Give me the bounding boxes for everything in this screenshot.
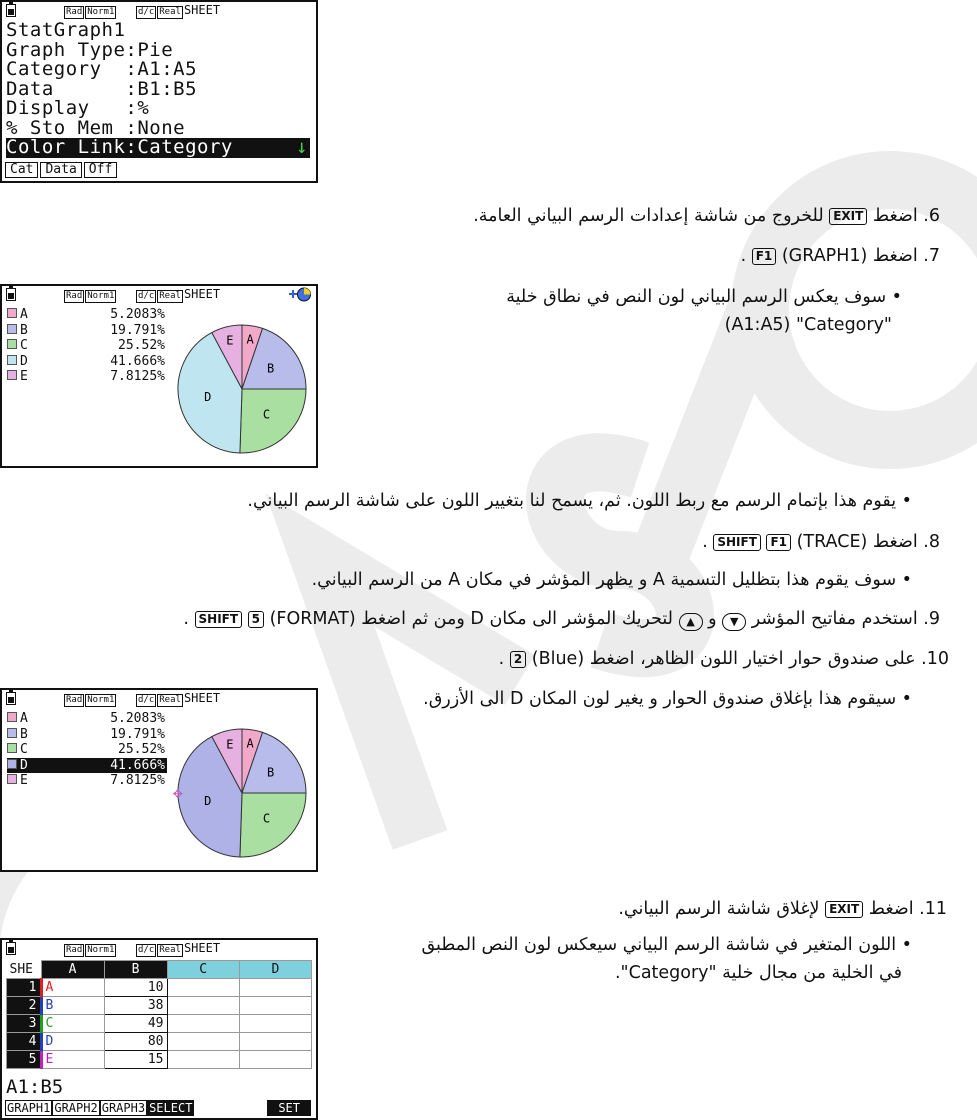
f1-key: F1 <box>752 248 777 265</box>
row-number[interactable]: 2 <box>7 997 42 1015</box>
settings-line: Display :% <box>6 97 150 119</box>
arrow-down-icon: ↓ <box>296 136 308 158</box>
legend-item <box>7 354 167 370</box>
cell-empty[interactable] <box>167 979 239 997</box>
cell-empty[interactable] <box>239 1015 311 1033</box>
settings-line: Graph Type:Pie <box>6 38 174 61</box>
fkey-set[interactable]: SET <box>267 1100 311 1116</box>
settings-line: StatGraph1 <box>6 19 126 41</box>
table-row <box>7 997 312 1015</box>
legend-swatch <box>7 355 17 365</box>
table-row <box>7 1015 312 1033</box>
pie-slice-label: E <box>226 737 234 752</box>
legend-swatch <box>7 308 17 318</box>
cursor-down-icon: ▼ <box>722 613 746 631</box>
legend-swatch <box>7 743 17 753</box>
cell-empty[interactable] <box>239 997 311 1015</box>
legend-swatch <box>7 759 17 769</box>
legend-label: E <box>20 773 28 788</box>
table-row <box>7 1051 312 1069</box>
function-key-bar <box>5 1100 196 1116</box>
legend-label: B <box>20 322 28 338</box>
calc-screen-statgraph-settings <box>0 0 318 183</box>
pie-slice-label: D <box>204 793 212 808</box>
legend-item <box>7 773 167 789</box>
pie-chart <box>172 322 312 462</box>
legend-swatch <box>7 324 17 334</box>
legend-item <box>7 727 167 743</box>
key-5: 5 <box>248 611 264 628</box>
row-number[interactable]: 4 <box>7 1033 42 1051</box>
legend-value: 5.2083% <box>110 307 165 322</box>
legend-label: C <box>20 742 28 757</box>
selected-range: A1:B5 <box>6 1076 64 1098</box>
step-11: 11. اضغط EXIT لإغلاق شاشة الرسم البياني. <box>618 899 947 919</box>
battery-icon <box>6 4 16 17</box>
header-row <box>7 961 312 979</box>
bullet-3: • سوف يقوم هذا بتظليل التسمية A و يظهر المؤشر في مكان A من الرسم البياني. <box>311 570 912 590</box>
cell-category[interactable]: B <box>41 997 104 1015</box>
pie-slice-label: E <box>226 333 234 348</box>
cursor-up-icon: ▲ <box>679 613 703 631</box>
step-6: 6. اضغط EXIT للخروج من شاشة إعدادات الرسم البياني العامة. <box>473 206 940 226</box>
step-8: 8. اضغط (TRACE) F1 SHIFT . <box>702 532 940 552</box>
cell-empty[interactable] <box>239 1033 311 1051</box>
pie-slice <box>240 793 306 857</box>
cell-empty[interactable] <box>167 997 239 1015</box>
key-2: 2 <box>510 651 526 668</box>
cell-category[interactable]: E <box>41 1051 104 1069</box>
sheet-name: SHE <box>9 961 33 977</box>
legend-value: 19.791% <box>110 726 165 742</box>
pie-slice-label: A <box>246 332 254 347</box>
cell-empty[interactable] <box>167 1015 239 1033</box>
step-10: 10. على صندوق حوار اختيار اللون الظاهر، اضغط (Blue) 2 . <box>498 649 949 669</box>
fkey-graph1[interactable]: GRAPH1 <box>7 1101 51 1115</box>
legend-value: 41.666% <box>110 353 165 369</box>
legend-label: C <box>20 338 28 353</box>
cell-empty[interactable] <box>167 1033 239 1051</box>
spreadsheet-grid <box>6 960 312 1069</box>
status-bar: Rad Norm1 d/c Real SHEET <box>2 690 316 707</box>
settings-line-selected[interactable]: Color Link:Category ↓ <box>6 136 308 158</box>
fkey-data[interactable]: Data <box>40 162 81 178</box>
cell-empty[interactable] <box>167 1051 239 1069</box>
bullet-4: • سيقوم هذا بإغلاق صندوق الحوار و يغير لون المكان D الى الأزرق. <box>423 689 912 709</box>
legend-label: D <box>20 353 28 369</box>
legend-value: 25.52% <box>118 338 165 353</box>
settings-line: Data :B1:B5 <box>6 77 198 100</box>
cell-data[interactable]: 80 <box>104 1033 167 1051</box>
column-header[interactable]: D <box>239 961 311 979</box>
legend-swatch <box>7 339 17 349</box>
fkey-graph3[interactable]: GRAPH3 <box>101 1101 146 1115</box>
cell-category[interactable]: A <box>41 979 104 997</box>
battery-icon <box>6 288 16 301</box>
status-bar: Rad Norm1 d/c Real SHEET <box>2 940 316 957</box>
bullet-2: • يقوم هذا بإتمام الرسم مع ربط اللون. ثم، يسمح لنا بتغيير اللون على شاشة الرسم البياني. <box>247 491 912 511</box>
pie-slice-label: C <box>262 407 271 422</box>
fkey-cat[interactable]: Cat <box>5 162 38 178</box>
legend-item <box>7 742 167 758</box>
cell-category[interactable]: D <box>41 1033 104 1051</box>
legend-item <box>7 711 167 727</box>
legend-label: A <box>20 711 28 726</box>
row-number[interactable]: 1 <box>7 979 42 997</box>
table-row <box>7 1033 312 1051</box>
legend-label: B <box>20 726 28 742</box>
cell-data[interactable]: 49 <box>104 1015 167 1033</box>
legend-label: A <box>20 307 28 322</box>
legend-item <box>7 758 167 774</box>
step-7: 7. اضغط (GRAPH1) F1 . <box>740 246 940 266</box>
fkey-off[interactable]: Off <box>84 162 117 178</box>
status-bar: Rad Norm1 d/c Real SHEET <box>2 286 316 303</box>
step-9: 9. استخدم مفاتيح المؤشر ▼ و ▲ لتحريك المؤشر الى مكان D ومن ثم اضغط (FORMAT) 5 SHIFT . <box>183 609 940 629</box>
exit-key: EXIT <box>825 901 863 918</box>
status-bar: Rad Norm1 d/c Real SHEET <box>2 2 316 19</box>
legend-label: D <box>20 757 28 773</box>
pie-legend <box>7 307 167 385</box>
table-row <box>7 979 312 997</box>
legend-item <box>7 323 167 339</box>
pie-slice-label: B <box>266 765 275 780</box>
pie-slice <box>240 389 306 453</box>
calc-screen-pie-chart-trace <box>0 688 318 872</box>
pie-slice-label: B <box>266 361 275 376</box>
settings-line: % Sto Mem :None <box>6 116 186 139</box>
pie-mode-icon <box>286 287 312 302</box>
row-number[interactable]: 3 <box>7 1015 42 1033</box>
legend-item <box>7 307 167 323</box>
shift-key: SHIFT <box>713 534 761 551</box>
legend-value: 41.666% <box>110 757 165 773</box>
fkey-select[interactable]: SELECT <box>149 1101 193 1115</box>
legend-value: 7.8125% <box>110 369 165 384</box>
pie-chart <box>172 726 312 866</box>
trace-cursor-icon: ✥ <box>173 783 183 802</box>
legend-item <box>7 338 167 354</box>
settings-line: Category :A1:A5 <box>6 58 198 80</box>
fkey-graph2[interactable]: GRAPH2 <box>54 1101 98 1115</box>
cell-data[interactable]: 15 <box>104 1051 167 1069</box>
shift-key: SHIFT <box>195 611 243 628</box>
exit-key: EXIT <box>829 208 867 225</box>
row-number[interactable]: 5 <box>7 1051 42 1069</box>
column-header[interactable]: A <box>41 961 104 979</box>
battery-icon <box>6 942 16 955</box>
f1-key: F1 <box>766 534 791 551</box>
pie-slice-label: D <box>204 389 212 404</box>
pie-slice-label: C <box>262 811 271 826</box>
pie-legend <box>7 711 167 789</box>
function-key-bar <box>5 162 119 178</box>
battery-icon <box>6 692 16 705</box>
cell-category[interactable]: C <box>41 1015 104 1033</box>
legend-label: E <box>20 369 28 384</box>
legend-item <box>7 369 167 385</box>
column-header[interactable]: C <box>167 961 239 979</box>
legend-value: 19.791% <box>110 322 165 338</box>
pie-slice-label: A <box>246 736 254 751</box>
legend-value: 5.2083% <box>110 711 165 726</box>
bullet-1: • سوف يعكس الرسم البياني لون النص في نطاق خلية (A1:A5) "Category" <box>506 287 902 335</box>
calc-screen-spreadsheet <box>0 938 318 1120</box>
calc-screen-pie-chart <box>0 284 318 468</box>
legend-swatch <box>7 370 17 380</box>
legend-value: 7.8125% <box>110 773 165 788</box>
legend-value: 25.52% <box>118 742 165 757</box>
bullet-5: • اللون المتغير في شاشة الرسم البياني سيعكس لون النص المطبق في الخلية من مجال خلية "Category". <box>421 935 912 983</box>
cell-data[interactable]: 10 <box>104 979 167 997</box>
column-header[interactable]: B <box>104 961 167 979</box>
cell-data[interactable]: 38 <box>104 997 167 1015</box>
cell-empty[interactable] <box>239 979 311 997</box>
legend-swatch <box>7 774 17 784</box>
legend-swatch <box>7 728 17 738</box>
legend-swatch <box>7 712 17 722</box>
settings-list <box>6 21 310 158</box>
cell-empty[interactable] <box>239 1051 311 1069</box>
